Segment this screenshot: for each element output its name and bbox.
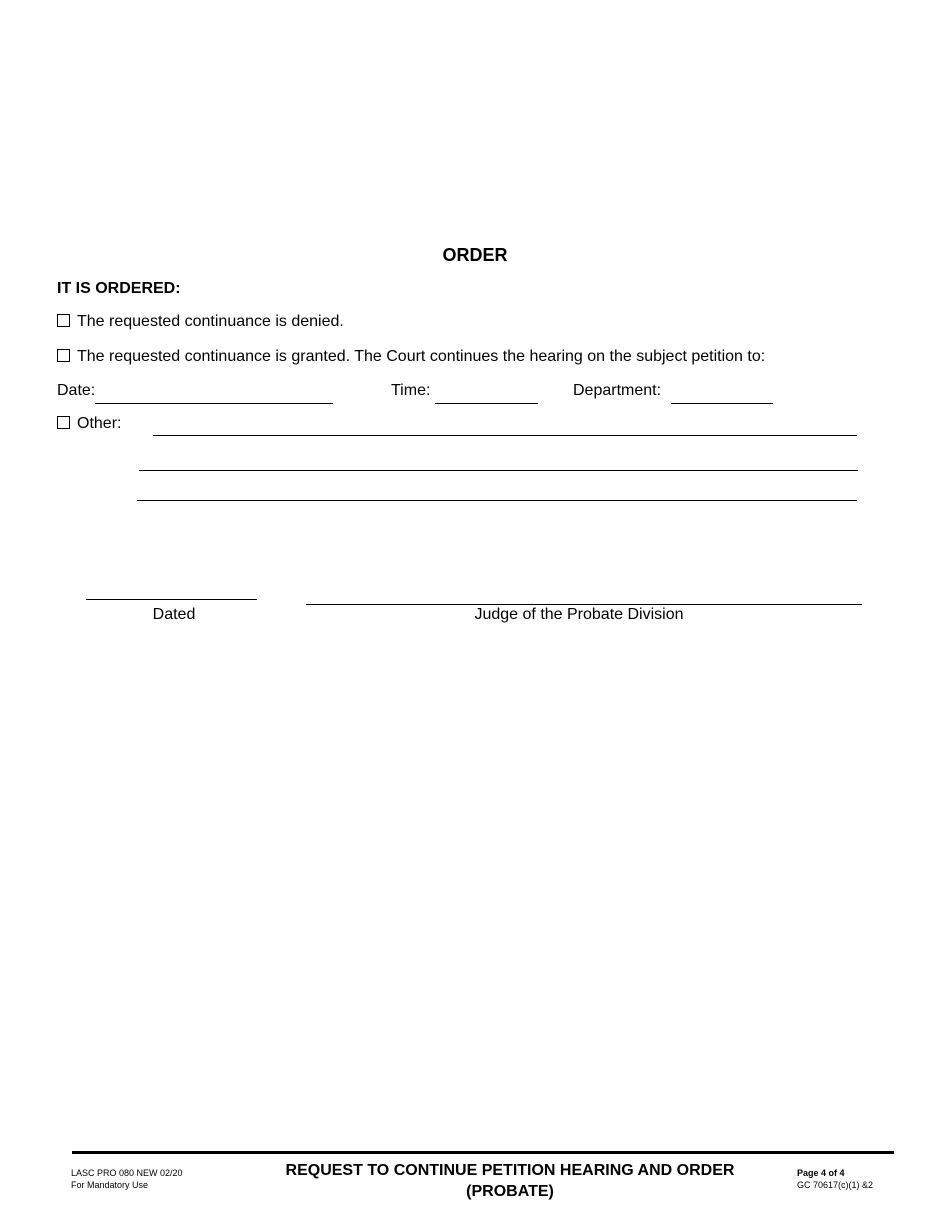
footer-form-info	[71, 1167, 183, 1191]
footer-title-line-1: REQUEST TO CONTINUE PETITION HEARING AND ORDER	[285, 1162, 735, 1179]
denied-option-label: The requested continuance is denied.	[77, 313, 344, 330]
other-checkbox[interactable]	[57, 416, 70, 429]
other-field-line-2[interactable]	[139, 470, 858, 471]
date-field[interactable]	[95, 403, 333, 404]
dated-field[interactable]	[86, 599, 257, 600]
footer-title-line-2: (PROBATE)	[466, 1183, 554, 1200]
department-label: Department:	[573, 382, 662, 399]
granted-option	[57, 348, 765, 366]
time-label: Time:	[391, 382, 431, 399]
granted-checkbox[interactable]	[57, 349, 70, 362]
other-option	[57, 415, 121, 433]
judge-label: Judge of the Probate Division	[474, 606, 684, 623]
denied-option	[57, 313, 344, 331]
date-label: Date:	[57, 382, 96, 399]
judge-signature-field[interactable]	[306, 604, 862, 605]
department-field[interactable]	[671, 403, 773, 404]
footer-page-number: Page 4 of 4	[797, 1168, 845, 1178]
other-option-label: Other:	[77, 415, 122, 432]
footer-mandatory-use: For Mandatory Use	[71, 1180, 149, 1190]
footer-page-info	[797, 1167, 873, 1191]
time-field[interactable]	[435, 403, 538, 404]
other-field-line-3[interactable]	[137, 500, 857, 501]
other-field-line-1[interactable]	[153, 435, 857, 436]
footer-code: GC 70617(c)(1) &2	[797, 1180, 874, 1190]
denied-checkbox[interactable]	[57, 314, 70, 327]
it-is-ordered-heading: IT IS ORDERED:	[57, 280, 181, 297]
order-title: ORDER	[442, 245, 508, 265]
footer-title	[260, 1160, 760, 1202]
footer-form-number: LASC PRO 080 NEW 02/20	[71, 1168, 183, 1178]
granted-option-label: The requested continuance is granted. The Court continues the hearing on the subject petition to:	[77, 348, 766, 365]
dated-label: Dated	[152, 606, 196, 623]
footer-divider	[72, 1151, 894, 1154]
